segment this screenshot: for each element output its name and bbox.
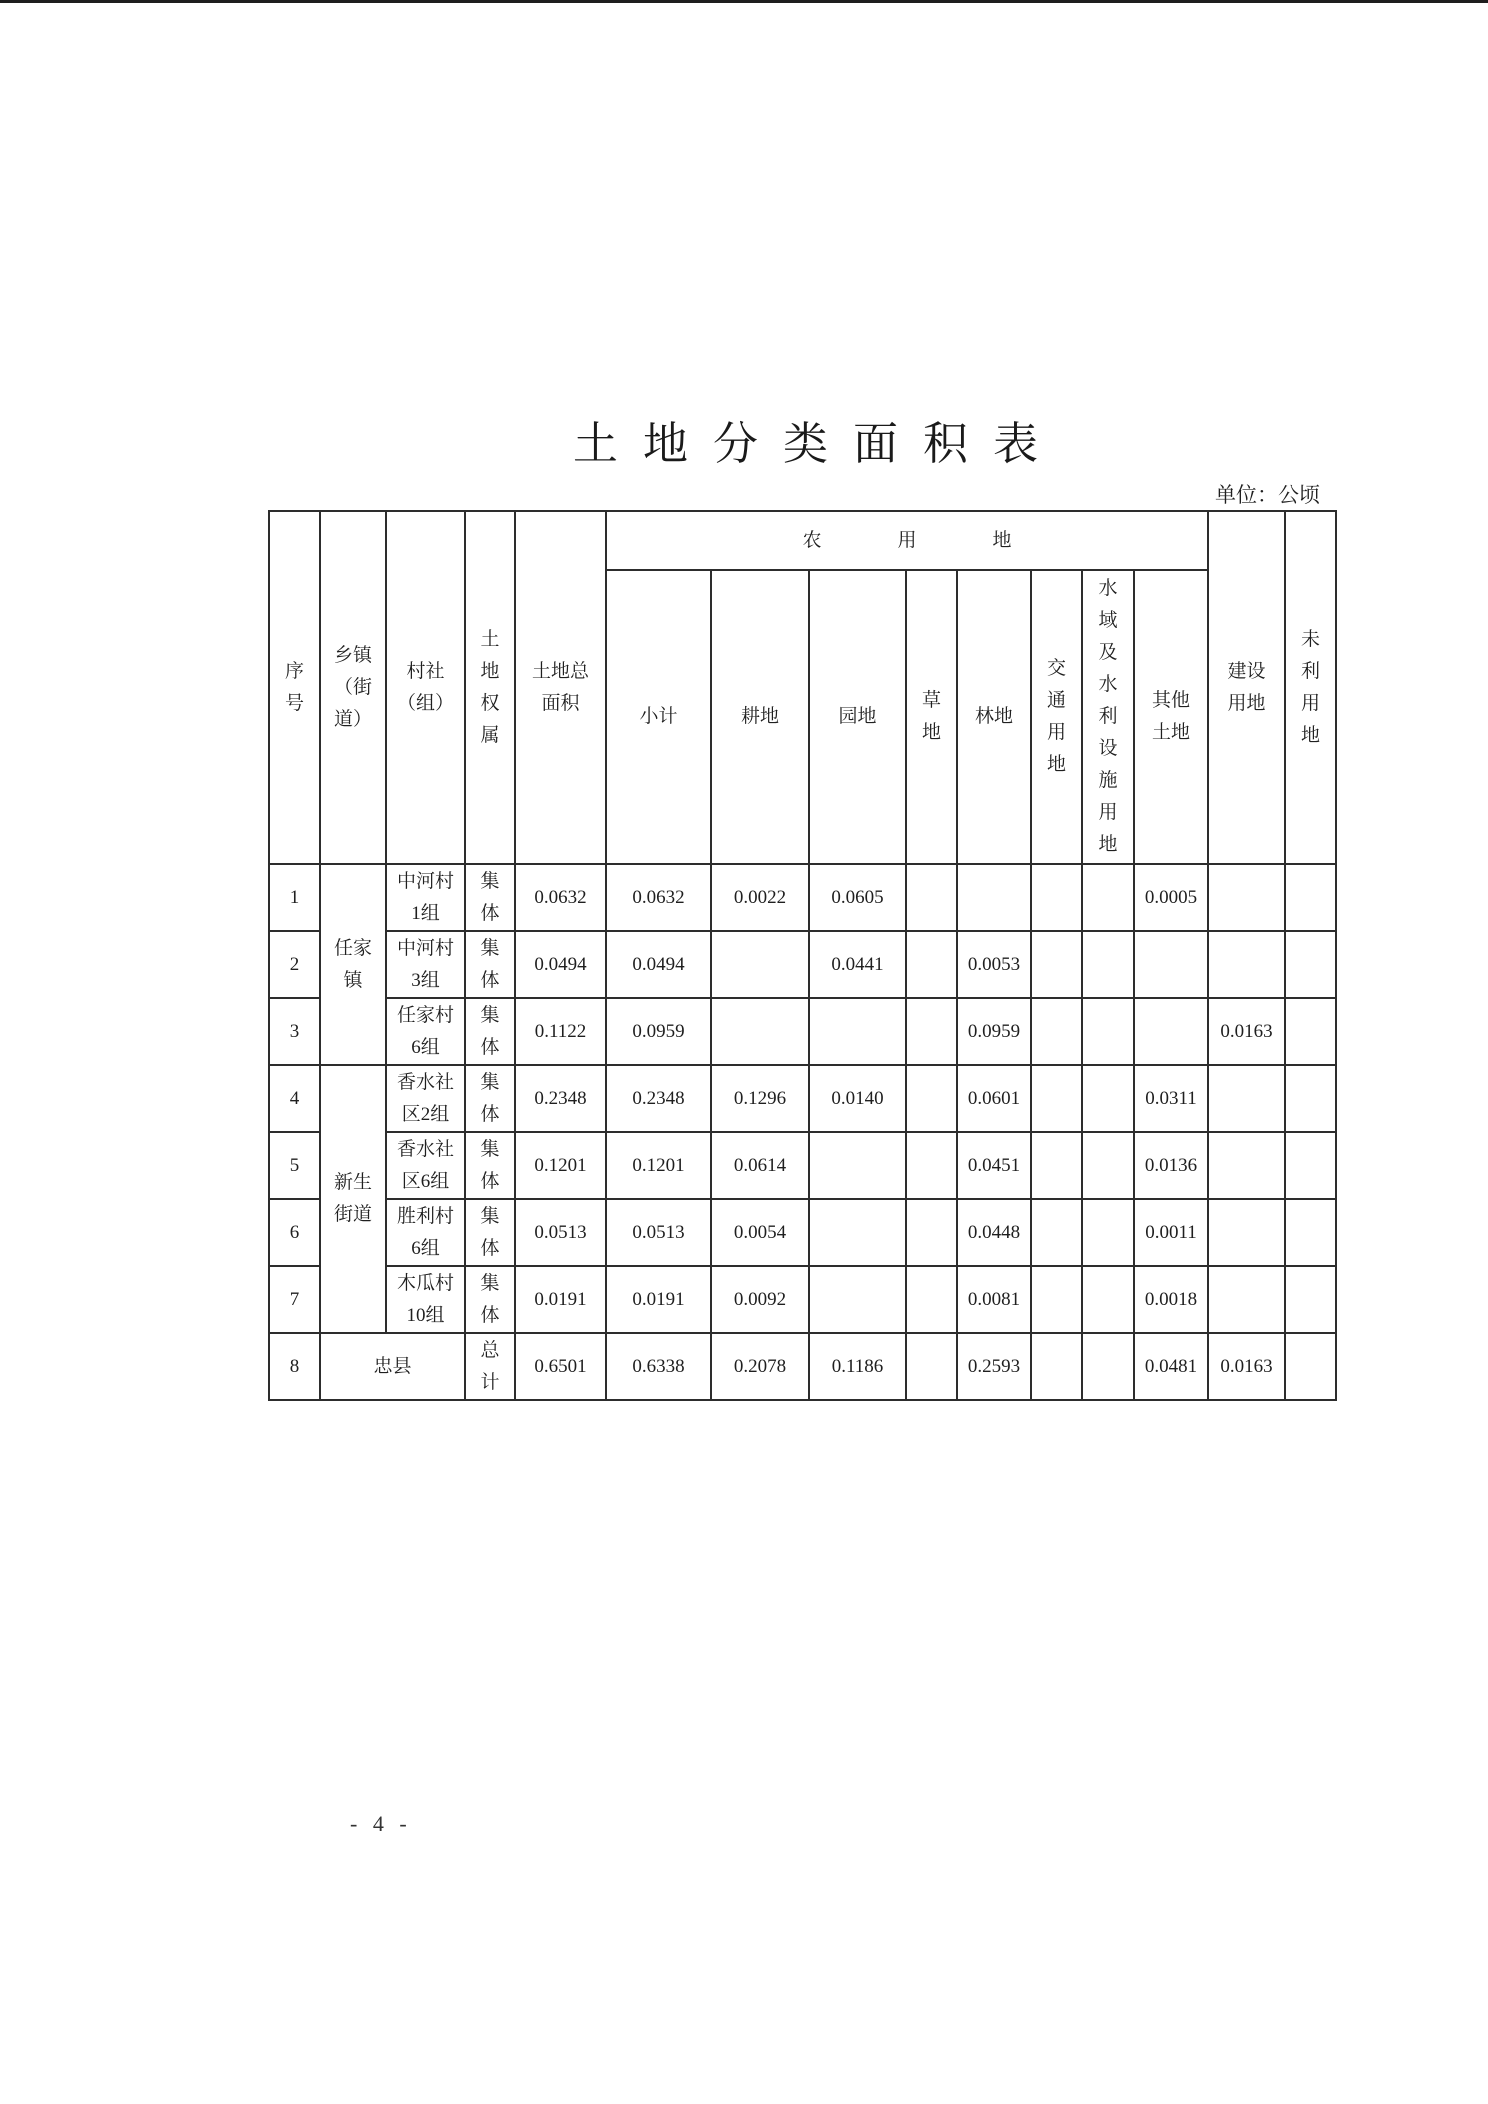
- scan-edge-line: [0, 0, 1488, 3]
- cell-grassland: [906, 1132, 957, 1199]
- cell-total-area: 0.6501: [515, 1333, 606, 1400]
- cell-cultivated: 0.0614: [711, 1132, 809, 1199]
- header-total-area: 土地总 面积: [515, 511, 606, 864]
- cell-ownership: [465, 864, 515, 931]
- cell-other-land: 0.0011: [1134, 1199, 1208, 1266]
- cell-subtotal: 0.2348: [606, 1065, 711, 1132]
- cell-transport: [1031, 1199, 1082, 1266]
- cell-village: [386, 931, 465, 998]
- cell-grassland: [906, 1199, 957, 1266]
- header-agricultural-land: 农用地: [606, 511, 1208, 570]
- cell-serial-no: 6: [269, 1199, 320, 1266]
- cell-serial-no: 8: [269, 1333, 320, 1400]
- table-row: [269, 1199, 1336, 1266]
- cell-total-label: 总计: [480, 1339, 500, 1393]
- page-title: 土地分类面积表: [572, 419, 1063, 469]
- cell-construction-land: [1208, 1132, 1285, 1199]
- cell-garden: [809, 1266, 906, 1333]
- table-row: [269, 998, 1336, 1065]
- cell-subtotal: 0.0632: [606, 864, 711, 931]
- cell-ownership-label: 集体: [480, 1138, 500, 1192]
- header-transport: [1031, 570, 1082, 864]
- cell-forest: 0.0448: [957, 1199, 1031, 1266]
- cell-total-area: 0.0191: [515, 1266, 606, 1333]
- header-serial-no: [269, 511, 320, 864]
- cell-transport: [1031, 1132, 1082, 1199]
- cell-serial-no: 4: [269, 1065, 320, 1132]
- cell-garden: 0.0605: [809, 864, 906, 931]
- cell-unused-land: [1285, 1132, 1336, 1199]
- cell-other-land: 0.0311: [1134, 1065, 1208, 1132]
- table-row: [269, 1266, 1336, 1333]
- cell-cultivated: [711, 931, 809, 998]
- cell-subtotal: 0.0494: [606, 931, 711, 998]
- cell-ownership-label: 集体: [480, 1004, 500, 1058]
- table-row: [269, 931, 1336, 998]
- cell-ownership-label: 集体: [480, 1272, 500, 1326]
- cell-village: [386, 1199, 465, 1266]
- cell-transport: [1031, 1065, 1082, 1132]
- cell-transport: [1031, 1333, 1082, 1400]
- cell-garden: [809, 998, 906, 1065]
- table-row: [269, 1065, 1336, 1132]
- cell-garden: 0.0441: [809, 931, 906, 998]
- cell-cultivated: 0.2078: [711, 1333, 809, 1400]
- cell-town: [320, 1065, 386, 1333]
- cell-construction-land: [1208, 1266, 1285, 1333]
- table-body: [269, 864, 1336, 1400]
- cell-total-area: 0.2348: [515, 1065, 606, 1132]
- cell-village: [386, 1266, 465, 1333]
- cell-forest: 0.0451: [957, 1132, 1031, 1199]
- cell-unused-land: [1285, 864, 1336, 931]
- cell-transport: [1031, 998, 1082, 1065]
- cell-serial-no: 1: [269, 864, 320, 931]
- cell-ownership: [465, 1065, 515, 1132]
- header-ownership-label: 土地权属: [480, 628, 500, 746]
- cell-ownership: [465, 998, 515, 1065]
- cell-other-land: [1134, 931, 1208, 998]
- cell-transport: [1031, 864, 1082, 931]
- cell-forest: [957, 864, 1031, 931]
- cell-other-land: 0.0005: [1134, 864, 1208, 931]
- cell-water: [1082, 1199, 1134, 1266]
- unit-label: 单位：公顷: [1215, 483, 1320, 507]
- cell-forest: 0.2593: [957, 1333, 1031, 1400]
- cell-forest: 0.0601: [957, 1065, 1031, 1132]
- cell-ownership-label: 集体: [480, 937, 500, 991]
- cell-village-label: 香水社区6组: [396, 1138, 454, 1192]
- cell-region: 忠县: [320, 1333, 465, 1400]
- cell-grassland: [906, 1333, 957, 1400]
- cell-total-area: 0.0632: [515, 864, 606, 931]
- header-water: [1082, 570, 1134, 864]
- cell-unused-land: [1285, 998, 1336, 1065]
- cell-forest: 0.0959: [957, 998, 1031, 1065]
- cell-serial-no: 3: [269, 998, 320, 1065]
- cell-unused-land: [1285, 1266, 1336, 1333]
- cell-construction-land: [1208, 864, 1285, 931]
- cell-serial-no: 7: [269, 1266, 320, 1333]
- cell-water: [1082, 931, 1134, 998]
- cell-village: [386, 1132, 465, 1199]
- cell-total-area: 0.1122: [515, 998, 606, 1065]
- cell-transport: [1031, 1266, 1082, 1333]
- cell-garden: [809, 1199, 906, 1266]
- table-total-row: [269, 1333, 1336, 1400]
- cell-village-label: 中河村3组: [396, 937, 454, 991]
- cell-total-area: 0.0494: [515, 931, 606, 998]
- cell-forest: 0.0081: [957, 1266, 1031, 1333]
- cell-cultivated: 0.1296: [711, 1065, 809, 1132]
- header-grassland-label: 草地: [921, 690, 941, 743]
- cell-village: [386, 998, 465, 1065]
- cell-ownership: [465, 1266, 515, 1333]
- header-village: 村社 （组）: [386, 511, 465, 864]
- cell-total-area: 0.0513: [515, 1199, 606, 1266]
- cell-grassland: [906, 864, 957, 931]
- cell-garden: [809, 1132, 906, 1199]
- header-transport-label: 交通用地: [1046, 658, 1066, 775]
- cell-ownership: [465, 1199, 515, 1266]
- cell-water: [1082, 864, 1134, 931]
- cell-cultivated: [711, 998, 809, 1065]
- cell-village-label: 胜利村6组: [396, 1205, 454, 1259]
- cell-village-label: 中河村1组: [396, 870, 454, 924]
- cell-ownership: [465, 1132, 515, 1199]
- cell-village-label: 木瓜村10组: [396, 1272, 454, 1326]
- cell-construction-land: [1208, 1199, 1285, 1266]
- cell-town: [320, 864, 386, 1065]
- cell-subtotal: 0.0191: [606, 1266, 711, 1333]
- header-forest: 林地: [957, 570, 1031, 864]
- page-number: - 4 -: [350, 1811, 412, 1836]
- cell-ownership-label: 集体: [480, 870, 500, 924]
- cell-garden: 0.1186: [809, 1333, 906, 1400]
- header-subtotal: 小计: [606, 570, 711, 864]
- cell-ownership: [465, 1333, 515, 1400]
- cell-village: [386, 864, 465, 931]
- cell-construction-land: 0.0163: [1208, 1333, 1285, 1400]
- cell-ownership-label: 集体: [480, 1205, 500, 1259]
- cell-water: [1082, 1266, 1134, 1333]
- header-row-primary: [269, 511, 1336, 570]
- cell-unused-land: [1285, 1199, 1336, 1266]
- table-row: [269, 1132, 1336, 1199]
- cell-water: [1082, 1132, 1134, 1199]
- land-classification-table: [268, 510, 1337, 1401]
- cell-grassland: [906, 931, 957, 998]
- header-other-land: 其他 土地: [1134, 570, 1208, 864]
- cell-cultivated: 0.0092: [711, 1266, 809, 1333]
- cell-subtotal: 0.6338: [606, 1333, 711, 1400]
- cell-subtotal: 0.0959: [606, 998, 711, 1065]
- cell-town-label: 任家镇: [333, 937, 372, 991]
- cell-transport: [1031, 931, 1082, 998]
- header-serial-no-label: 序号: [284, 660, 304, 714]
- table-header: [269, 511, 1336, 864]
- cell-grassland: [906, 1266, 957, 1333]
- cell-construction-land: [1208, 1065, 1285, 1132]
- cell-serial-no: 2: [269, 931, 320, 998]
- cell-cultivated: 0.0054: [711, 1199, 809, 1266]
- cell-water: [1082, 1333, 1134, 1400]
- header-garden: 园地: [809, 570, 906, 864]
- cell-water: [1082, 998, 1134, 1065]
- cell-unused-land: [1285, 1065, 1336, 1132]
- cell-village: [386, 1065, 465, 1132]
- cell-town-label: 新生街道: [333, 1172, 372, 1225]
- header-cultivated: 耕地: [711, 570, 809, 864]
- cell-total-area: 0.1201: [515, 1132, 606, 1199]
- header-unused-land-label: 未利用地: [1301, 628, 1321, 746]
- cell-serial-no: 5: [269, 1132, 320, 1199]
- cell-other-land: 0.0136: [1134, 1132, 1208, 1199]
- header-ownership: [465, 511, 515, 864]
- cell-village-label: 香水社区2组: [396, 1071, 454, 1125]
- cell-grassland: [906, 998, 957, 1065]
- cell-other-land: 0.0018: [1134, 1266, 1208, 1333]
- cell-construction-land: 0.0163: [1208, 998, 1285, 1065]
- cell-unused-land: [1285, 1333, 1336, 1400]
- header-grassland: [906, 570, 957, 864]
- header-construction-land: 建设 用地: [1208, 511, 1285, 864]
- cell-grassland: [906, 1065, 957, 1132]
- cell-ownership-label: 集体: [480, 1071, 500, 1125]
- cell-forest: 0.0053: [957, 931, 1031, 998]
- cell-subtotal: 0.0513: [606, 1199, 711, 1266]
- cell-unused-land: [1285, 931, 1336, 998]
- cell-construction-land: [1208, 931, 1285, 998]
- cell-other-land: 0.0481: [1134, 1333, 1208, 1400]
- cell-water: [1082, 1065, 1134, 1132]
- cell-ownership: [465, 931, 515, 998]
- cell-subtotal: 0.1201: [606, 1132, 711, 1199]
- header-town: 乡镇 （街 道）: [320, 511, 386, 864]
- cell-village-label: 任家村6组: [396, 1004, 454, 1058]
- cell-other-land: [1134, 998, 1208, 1065]
- header-water-label: 水域及水利设施用地: [1098, 578, 1118, 855]
- cell-garden: 0.0140: [809, 1065, 906, 1132]
- cell-cultivated: 0.0022: [711, 864, 809, 931]
- header-unused-land: [1285, 511, 1336, 864]
- table-row: [269, 864, 1336, 931]
